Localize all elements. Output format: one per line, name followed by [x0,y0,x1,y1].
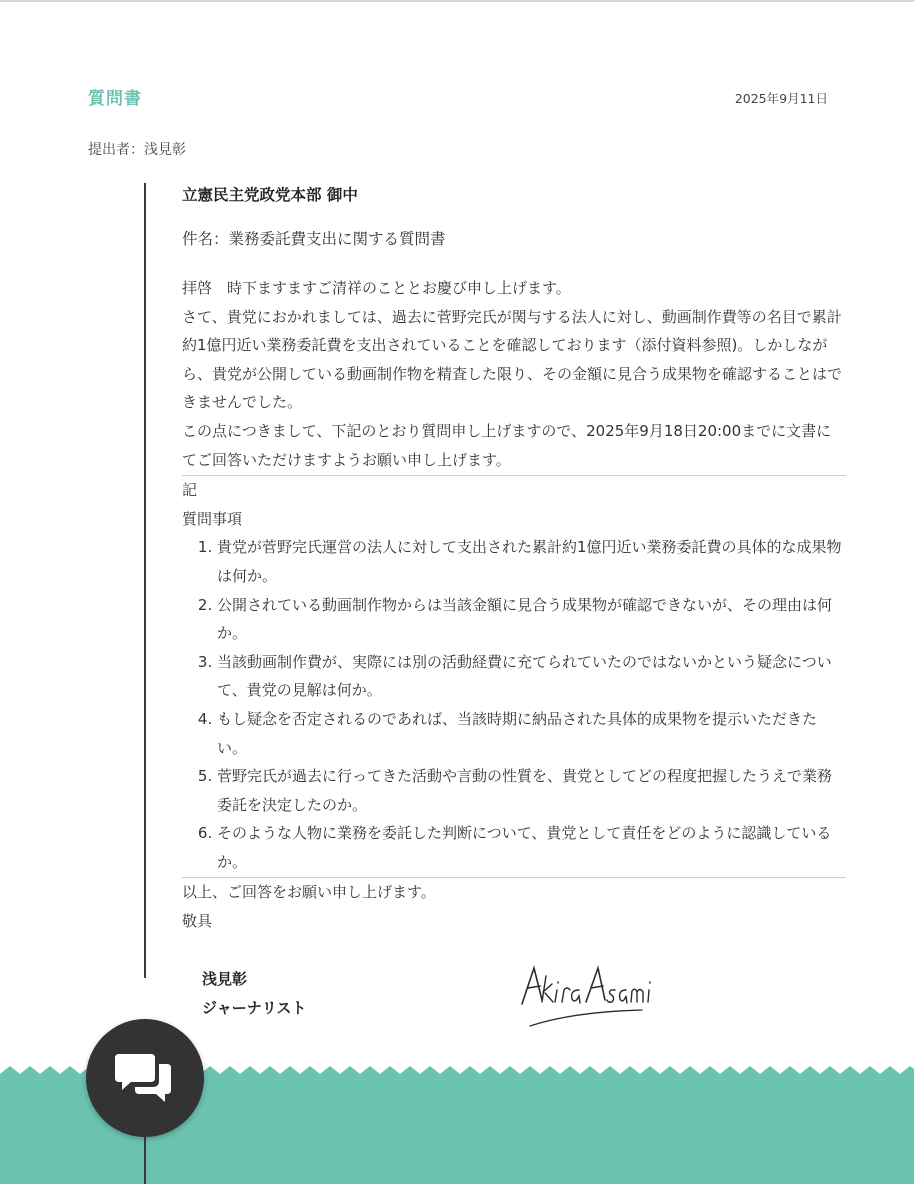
question-item: 1. 貴党が菅野完氏運営の法人に対して支出された累計約1億円近い業務委託費の具体的な成果物は何か。 [217,533,846,590]
question-item: 5. 菅野完氏が過去に行ってきた活動や言動の性質を、貴党としてどの程度把握したうえで業務委託を決定したのか。 [217,762,846,819]
left-vertical-rule [144,183,146,978]
context-paragraph: さて、貴党におかれましては、過去に菅野完氏が関与する法人に対し、動画制作費等の名目で累計約1億円近い業務委託費を支出されていることを確認しております（添付資料参照)。しかしながら、貴党が公開している動画制作物を精査した限り、その金額に見合う成果物を確認することはできませんでした。 [182,307,843,412]
question-item: 2. 公開されている動画制作物からは当該金額に見合う成果物が確認できないが、その理由は何か。 [217,591,846,648]
signatory-name: 浅見彰 [202,970,248,988]
handwritten-signature [512,952,662,1032]
chat-button[interactable] [86,1019,204,1137]
question-item: 4. もし疑念を否定されるのであれば、当該時期に納品された具体的成果物を提示いただきたい。 [217,705,846,762]
question-item: 3. 当該動画制作費が、実際には別の活動経費に充てられていたのではないかという疑念について、貴党の見解は何か。 [217,648,846,705]
letter-paragraphs [182,274,846,474]
signatory-title: ジャーナリスト [202,999,307,1017]
request-paragraph: この点につきまして、下記のとおり質問申し上げますので、2025年9月18日20:00までに文書にてご回答いただけますようお願い申し上げます。 [182,421,832,469]
letter-body [182,182,846,936]
subject-line: 件名：業務委託費支出に関する質問書 [182,230,446,248]
ki-marker: 記 [182,481,198,500]
submitter-line: 提出者：浅見彰 [88,142,186,158]
chat-bubbles-icon [115,1050,175,1106]
keigu-line: 敬具 [182,912,213,931]
top-divider [0,0,914,2]
question-list [182,533,846,876]
document-title: 質問書 [88,89,142,109]
addressee: 立憲民主党政党本部 御中 [182,186,358,204]
greeting-paragraph: 拝啓 時下ますますご清祥のこととお慶び申し上げます。 [182,279,571,297]
closing-line: 以上、ご回答をお願い申し上げます。 [182,883,436,902]
questions-heading: 質問事項 [182,509,243,528]
question-item: 6. そのような人物に業務を委託した判断について、貴党として責任をどのように認識しているか。 [217,819,846,876]
document-date: 2025年9月11日 [734,91,828,106]
